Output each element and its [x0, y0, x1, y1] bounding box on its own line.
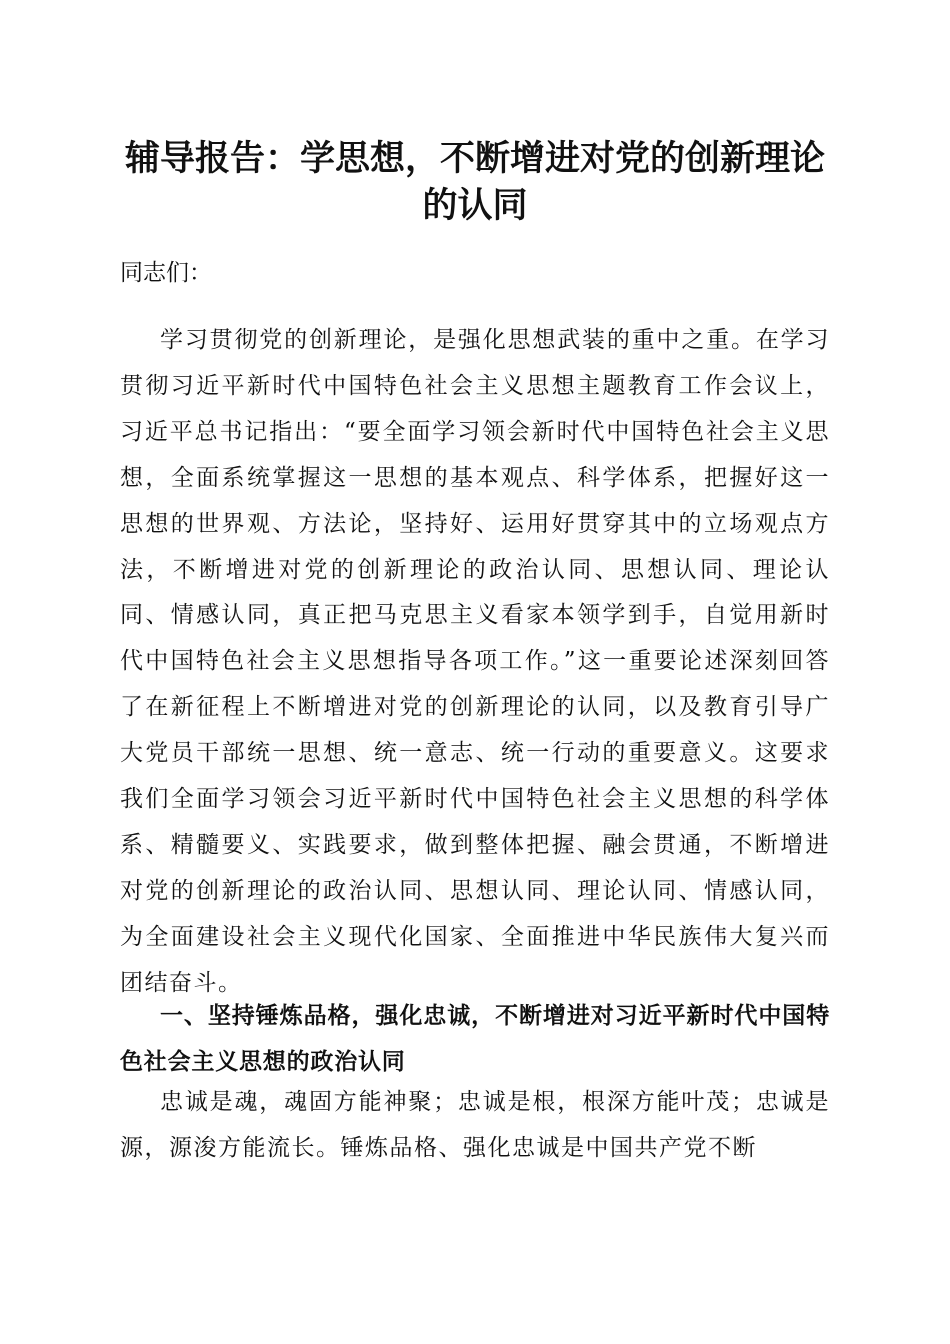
body-paragraph-2: 忠诚是魂，魂固方能神聚；忠诚是根，根深方能叶茂；忠诚是源，源浚方能流长。锤炼品格、强化忠诚是中国共产党不断	[120, 1089, 830, 1161]
body-paragraph-1: 学习贯彻党的创新理论，是强化思想武装的重中之重。在学习贯彻习近平新时代中国特色社会主义思想主题教育工作会议上，习近平总书记指出：“要全面学习领会新时代中国特色社会主义思想，全面系统掌握这一思想的基本观点、科学体系，把握好这一思想的世界观、方法论，坚持好、运用好贯穿其中的立场观点方法，不断增进对党的创新理论的政治认同、思想认同、理论认同、情感认同，真正把马克思主义看家本领学到手，自觉用新时代中国特色社会主义思想指导各项工作。”这一重要论述深刻回答了在新征程上不断增进对党的创新理论的认同，以及教育引导广大党员干部统一思想、统一意志、统一行动的重要意义。这要求我们全面学习领会习近平新时代中国特色社会主义思想的科学体系、精髓要义、实践要求，做到整体把握、融会贯通，不断增进对党的创新理论的政治认同、思想认同、理论认同、情感认同，为全面建设社会主义现代化国家、全面推进中华民族伟大复兴而团结奋斗。	[120, 327, 830, 996]
section-heading-1: 一、坚持锤炼品格，强化忠诚，不断增进对习近平新时代中国特色社会主义思想的政治认同	[120, 1003, 830, 1075]
salutation: 同志们：	[120, 260, 212, 286]
document-title-line-2: 的认同	[422, 185, 528, 226]
document-title-line-1: 辅导报告：学思想，不断增进对党的创新理论	[124, 138, 825, 179]
